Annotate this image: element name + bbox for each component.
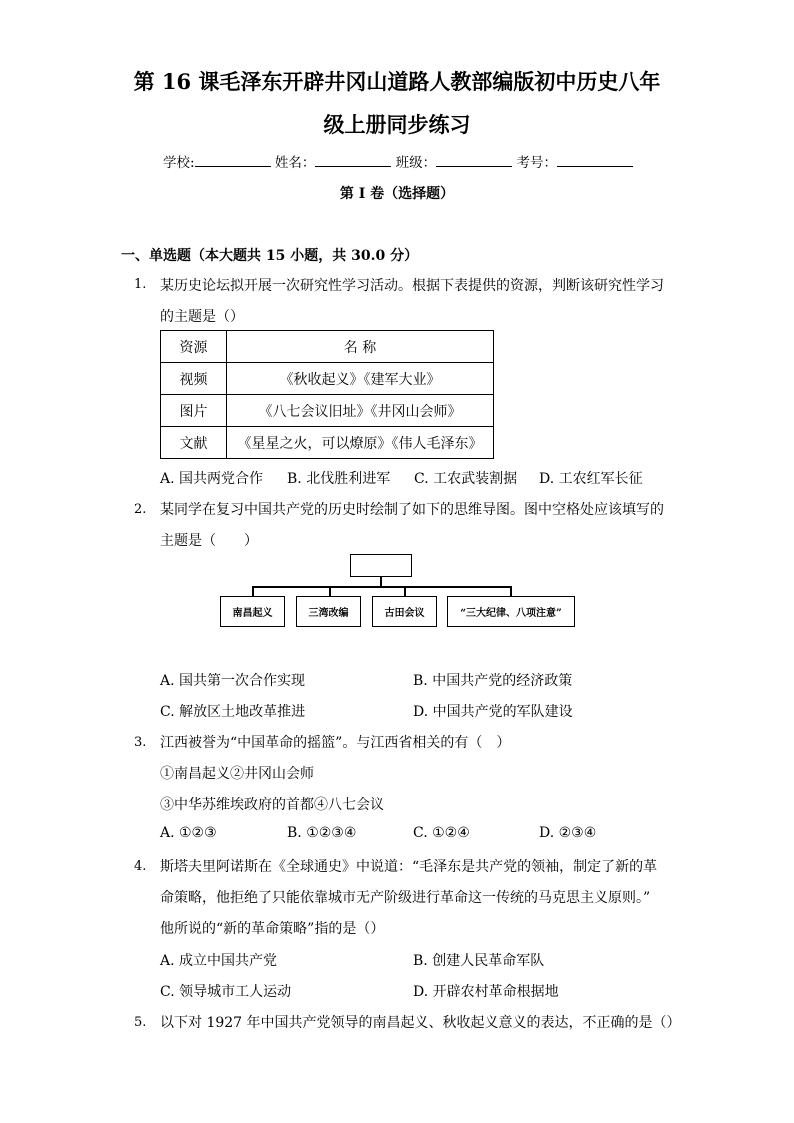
question-number: 2. bbox=[134, 502, 147, 517]
question-stem: 江西被誉为“中国革命的摇篮”。与江西省相关的有（ ） bbox=[160, 735, 511, 751]
connector-line bbox=[252, 586, 511, 588]
table-cell: 视频 bbox=[161, 363, 227, 395]
option-c[interactable]: C. ①②④ bbox=[413, 825, 470, 841]
option-d[interactable]: D. 工农红军长征 bbox=[539, 471, 643, 487]
table-row bbox=[161, 395, 494, 427]
mind-map-node: “三大纪律、八项注意” bbox=[447, 596, 575, 627]
table-header-row bbox=[161, 331, 494, 363]
question-stem: ③中华苏维埃政府的首都④八七会议 bbox=[160, 797, 384, 813]
page-title-line2: 级上册同步练习 bbox=[323, 112, 471, 137]
exam-no-blank[interactable] bbox=[557, 152, 633, 167]
table-header-cell: 名 称 bbox=[227, 331, 494, 363]
table-row bbox=[161, 363, 494, 395]
class-label: 班级： bbox=[395, 155, 437, 171]
mind-map-node: 三湾改编 bbox=[296, 596, 361, 627]
question-stem: 的主题是（） bbox=[160, 309, 244, 325]
option-a[interactable]: A. 国共第一次合作实现 bbox=[160, 673, 306, 689]
volume-title: 第 I 卷（选择题） bbox=[339, 186, 455, 202]
option-c[interactable]: C. 工农武装割据 bbox=[414, 471, 518, 487]
question-number: 1. bbox=[134, 277, 147, 292]
option-d[interactable]: D. ②③④ bbox=[539, 825, 597, 841]
question-stem: 某同学在复习中国共产党的历史时绘制了如下的思维导图。图中空格处应该填写的 bbox=[160, 502, 664, 518]
mind-map-node: 古田会议 bbox=[372, 596, 437, 627]
table-cell: 图片 bbox=[161, 395, 227, 427]
table-header-cell: 资源 bbox=[161, 331, 227, 363]
option-d[interactable]: D. 开辟农村革命根据地 bbox=[413, 984, 559, 1000]
name-label: 姓名： bbox=[274, 155, 316, 171]
option-c[interactable]: C. 领导城市工人运动 bbox=[160, 984, 292, 1000]
option-c[interactable]: C. 解放区土地改革推进 bbox=[160, 704, 306, 720]
student-info bbox=[163, 151, 633, 171]
option-b[interactable]: B. 创建人民革命军队 bbox=[413, 953, 545, 969]
class-blank[interactable] bbox=[436, 152, 512, 167]
mind-map-blank-box bbox=[350, 554, 412, 577]
table-cell: 《八七会议旧址》《井冈山会师》 bbox=[227, 395, 494, 427]
question-stem: 以下对 1927 年中国共产党领导的南昌起义、秋收起义意义的表达，不正确的是（） bbox=[160, 1015, 681, 1031]
option-a[interactable]: A. 成立中国共产党 bbox=[160, 953, 278, 969]
question-number: 4. bbox=[134, 859, 147, 874]
question-stem: 命策略，他拒绝了只能依靠城市无产阶级进行革命这一传统的马克思主义原则。” bbox=[160, 890, 651, 906]
option-b[interactable]: B. 北伐胜利进军 bbox=[287, 471, 391, 487]
table-cell: 《星星之火，可以燎原》《伟人毛泽东》 bbox=[227, 427, 494, 459]
option-d[interactable]: D. 中国共产党的军队建设 bbox=[413, 704, 573, 720]
page-title-line1: 第 16 课毛泽东开辟井冈山道路人教部编版初中历史八年 bbox=[133, 69, 661, 94]
question-stem: 他所说的“新的革命策略”指的是（） bbox=[160, 921, 385, 937]
section-heading: 一、单选题（本大题共 15 小题，共 30.0 分） bbox=[121, 248, 419, 264]
question-stem: 斯塔夫里阿诺斯在《全球通史》中说道：“毛泽东是共产党的领袖，制定了新的革 bbox=[160, 859, 658, 875]
option-b[interactable]: B. 中国共产党的经济政策 bbox=[413, 673, 573, 689]
resource-table bbox=[160, 330, 494, 459]
question-number: 3. bbox=[134, 735, 147, 750]
question-stem: 主题是（ ） bbox=[160, 533, 258, 549]
school-label: 学校: bbox=[163, 155, 195, 171]
mind-map-node: 南昌起义 bbox=[220, 596, 285, 627]
table-row bbox=[161, 427, 494, 459]
option-b[interactable]: B. ①②③④ bbox=[287, 825, 357, 841]
question-number: 5. bbox=[134, 1015, 147, 1030]
school-blank[interactable] bbox=[195, 152, 271, 167]
exam-no-label: 考号： bbox=[516, 155, 557, 171]
table-cell: 文献 bbox=[161, 427, 227, 459]
option-a[interactable]: A. 国共两党合作 bbox=[160, 471, 264, 487]
table-cell: 《秋收起义》《建军大业》 bbox=[227, 363, 494, 395]
name-blank[interactable] bbox=[315, 152, 391, 167]
question-stem: 某历史论坛拟开展一次研究性学习活动。根据下表提供的资源，判断该研究性学习 bbox=[160, 278, 664, 294]
question-stem: ①南昌起义②井冈山会师 bbox=[160, 766, 314, 782]
option-a[interactable]: A. ①②③ bbox=[160, 825, 217, 841]
